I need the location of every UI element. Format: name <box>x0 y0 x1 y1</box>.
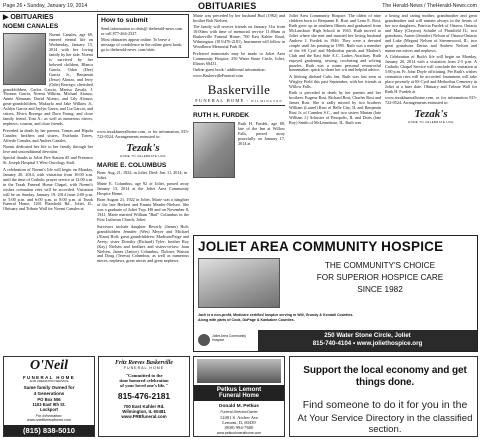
obit-paragraph: Special thanks to Joliet Fire Station #5 and Presence St. Joseph Hospital 3 West Oncology Staff. <box>3 155 93 166</box>
obit-paragraph: The family will receive friends on January 31st from 10:00am with time of memorial service 11:00am at Baskerville Funeral Home, 700 East Kahler Road, Wilmington. (815/476-2181). Inurnment will follow in Woodlawn Memorial Park II. <box>193 24 285 50</box>
petkus-address: Lemont, IL 60439 <box>222 420 256 425</box>
fritz-ad <box>98 356 190 437</box>
oneil-address: PO Box 556 <box>37 397 61 403</box>
hospice-ad-blurb: Along with parts of Cook, DuPage & Kankakee Counties. <box>198 318 295 322</box>
tezak-logo <box>385 108 477 124</box>
hospice-ad <box>193 235 478 352</box>
obit-paragraph: Ruth H. Furdek, age 89, late of the Inn at Willow Falls, passed away peacefully on January 17, 2014 at <box>238 121 285 146</box>
obit-paragraph: Marie E. Columbus, age 92 of Joliet, passed away January 13, 2014 at the Joliet Area Community Hospice Home. <box>97 181 189 197</box>
how-to-submit-title: How to submit <box>101 17 148 24</box>
oneil-tagline: Same family Owned for <box>23 385 75 391</box>
petkus-logo-sub: Funeral Home <box>218 393 259 400</box>
obit-paragraph: Born August 21, 1922 in Joliet, Marie was a daughter of the late Herbert and Emma Meader-Nielsen. She was a graduate of Joliet Twp. HS and on November 8, 1941, Marie married William "Bud" Columbus in the First Lutheran Church, Joliet. <box>97 197 189 223</box>
baskerville-logo-name: Baskerville <box>207 82 271 98</box>
fritz-address: 700 East Kahler Rd. <box>123 403 165 409</box>
petkus-name-bar <box>194 385 284 401</box>
hospice-logo <box>198 332 253 348</box>
obit-paragraph: A Celebration of Ruth's life will begin on Monday, January 20, 2014 with a visitation from 2-5 p.m. A Catholic Chapel Service will conclude the visitation at 5:00 p.m. Fr. John Doyle officiating. Per Ruth's wishes cremation rites will be accorded. Inurnment will take place privately at SS Cyril and Methodius Cemetery in Joliet at a later date. Obituary and Tribute Wall for Ruth H. Furdek at <box>385 54 477 94</box>
obit-name-columbus: MARIE E. COLUMBUS <box>97 161 167 169</box>
how-to-submit-text: Most obituaries appear online. To leave a message of condolence in the online guest book, go to theherald-news. com/obits <box>101 37 183 53</box>
obit-paragraph: www.tezakfuneralhome.com, or for information, 815-722-0524. Arrangements entrusted to: <box>97 128 189 139</box>
tezak-logo-tag: HOME TO CELEBRATE LIFE <box>120 153 166 158</box>
tezak-logo-name: Tezak's <box>414 108 448 121</box>
support-ad-body: Find someone to do it for you in the <box>302 399 468 411</box>
baskerville-loc-text: • WILMINGTON <box>246 98 283 103</box>
fritz-logo-sub: FUNERAL HOME <box>123 366 165 371</box>
hospice-address: 250 Water Stone Circle, Joliet <box>324 332 411 339</box>
hospice-logo-text: Joliet Area Community Hospice <box>212 334 246 343</box>
petkus-ad <box>193 356 285 437</box>
support-local-ad <box>289 356 478 437</box>
column-3 <box>193 14 285 180</box>
fritz-address: Wilmington, IL 60481 <box>122 408 166 414</box>
tezak-logo-name: Tezak's <box>126 141 160 154</box>
baskerville-logo-sub <box>193 98 285 104</box>
hospice-ad-line2: FOR SUPERIOR HOSPICE CARE <box>316 273 444 282</box>
hospice-logo-icon <box>198 334 210 346</box>
obit-paragraph: Noemi dedicated her life to her family through her love and unconditional devotion. <box>3 143 93 154</box>
obit-paragraph: A celebration of Noemi's life will begin on Monday, January 20, 2014, with visitation from 10:00 a.m. until the time of Catholic prayer service at 12:00 a.m. in the Tezak Funeral Home Chapel, with Noemi's wishes cremation rites will be accorded. Visitation will be on Sunday, January 19, 2014 from 2:00 p.m. to 5:00 p.m. and 6:00 p.m. to 8:00 p.m. at Tezak Funeral Home, 1201 Plainfield Rd., Joliet, IL. Obituary and Tribute Wall for Noemi Canales at <box>3 166 93 212</box>
obit-name-furdek: RUTH H. FURDEK <box>193 112 250 120</box>
tezak-logo <box>97 142 189 158</box>
oneil-tagline: 4 Generations <box>33 390 65 396</box>
support-ad-headline: Support the local economy and get things done. <box>303 365 467 388</box>
page-header <box>0 0 480 12</box>
obit-paragraph: a loving and caring mother, grandmother and great grandmother and will remain always in the hearts of her two daughters, Patricia Furdek of Ottawa, Ontario and Mary (Clayton) Schulte of Plainfield IL; two grandsons, Aaron (Jennifer) Nelson of Ottawa-Ontario and Luke (Megan) Nelson of Streamwood, IL; two great grandsons Darius and Andrew Nelson and numerous nieces and nephews. <box>385 13 477 53</box>
portrait-photo-canales <box>3 33 46 85</box>
obit-paragraph: www.BaskervilleFuneral.com <box>193 73 243 79</box>
hospice-ad-line3: SINCE 1982 <box>357 285 403 294</box>
publication-name: The Herald-News / TheHerald-News.com <box>382 3 477 9</box>
hospice-phone: 815-740-4104 • www.joliethospice.org <box>312 340 423 348</box>
how-to-submit-box <box>97 14 189 58</box>
petkus-owner: Donald M. Petkus <box>219 404 259 409</box>
petkus-logo-name: Petkus Lemont <box>216 386 262 393</box>
hospice-photo <box>198 258 280 308</box>
column-2 <box>97 14 189 266</box>
section-title: OBITUARIES <box>198 1 257 11</box>
obit-paragraph: Marie was preceded by her husband Bud (1982) and brother Bob Nielsen. <box>193 13 285 23</box>
obit-paragraph: Online guest book / additional information: <box>193 67 266 73</box>
obit-paragraph: www.tezakfuneralhome.com, or for information 815-722-0524. Arrangements entrusted to: <box>385 95 477 106</box>
obit-paragraph: Ruth is preceded in death by her parents and her brothers: Eugene Rost, Richard Rost, Charles Rost and James Rost. She is sadly missed by two brothers William (Laurel) Rost of Belle City, IL and Benjamin Rost Jr. of Camden S.C., and two sisters Marian (late William J.) Schuster of Pinopolis, IL and Doris (late Roy) Smith of McLeansboro, IL. Ruth was <box>289 90 381 126</box>
fritz-logo-name: Fritz Reeves Baskerville <box>115 360 173 366</box>
fritz-website: www.FRBfuneral.com <box>121 414 167 420</box>
oneil-logo-sub: FUNERAL HOME <box>22 374 76 380</box>
petkus-photo <box>197 359 281 383</box>
fritz-phone: 815-476-2181 <box>117 390 171 401</box>
oneil-logo-sub2: AND CREMATION SERVICE <box>29 378 69 383</box>
petkus-phone: (800) 994-7600 <box>224 425 254 430</box>
oneil-website: www.oneilfuneralhome.com <box>27 418 71 423</box>
oneil-logo-name: O'Neil <box>29 358 69 373</box>
obituaries-heading-text: OBITUARIES <box>10 14 54 21</box>
support-ad-body: At Your Service Directory in the classified section. <box>297 413 473 436</box>
hospice-ad-footer <box>194 330 477 351</box>
obit-paragraph: Preceded in death by her parents, Tomas and Hipola Canales; brothers and sisters, Estefania Torres, Alfredo Canales, and Andres Canales. <box>3 127 93 143</box>
fritz-slogan: time honored celebration <box>119 378 169 384</box>
oneil-info-label: For Information: <box>35 413 63 418</box>
obit-paragraph: Joliet Area Community Hospice. The oldest of nine children born to Benjamin E. Rost and Lena E. Rost, Ruth grew up in southern Illinois and graduated from McLansboro High School in 1943. Ruth moved to Joliet where she met and married her loving husband Andrew J. Furdek in 1946. They were a devoted couple until his passing in 1995. Ruth was a member of the SS Cyril and Methodius parish and Mother's Club and the East Side A.C. Ladies Auxiliary. Ruth enjoyed gardening, sewing, crocheting and solving puzzles. Ruth was a warm personal resourceful homemaker, quick to share her wit and helpful advice. <box>289 13 381 73</box>
baskerville-sub-text: FUNERAL HOME <box>195 97 245 103</box>
header-rule <box>0 11 480 12</box>
column-4 <box>289 14 381 127</box>
hospice-ad-title: JOLIET AREA COMMUNITY HOSPICE <box>198 239 444 254</box>
oneil-phone: (815) 838-5010 <box>4 425 94 436</box>
oneil-ad <box>3 356 95 437</box>
hospice-ad-blurb: Jach is a non-profit, Medicare certified hospice serving in Will, Grundy & Kendall Counties. <box>198 313 354 317</box>
petkus-title: Funeral Director/Owner <box>220 410 258 414</box>
how-to-submit-text: Send information to obits@ theherald-news.com or call 877-264-2527. <box>101 26 183 36</box>
fritz-slogan: "Committed to the <box>125 372 163 378</box>
hospice-contact-bar <box>258 330 477 351</box>
column-5 <box>385 14 477 126</box>
fritz-slogan: of your loved one's life." <box>120 383 168 389</box>
obit-paragraph: Survivors include daughter Beverly (James) Holt; grandchildren Jennifer (Wes) Meyer and Michael (Alma) Holt; great grandchildren: Madison/Paige and Avery; sister Dorothy (Richard) Tyler; brother Roy (Kay) Nielsen and brothers and sisters-in-law: Joan Nielsen, James (Janice) Columbus, Dolores Watson and Doug (Teresa) Columbus, as well as numerous nieces, nephews, great nieces and great nephews. <box>97 223 189 264</box>
obit-paragraph: A lifelong diehard Cubs fan, Ruth was last seen at Wrigley Field this past September, with her friends at Willow Falls. <box>289 73 381 89</box>
page-info: Page 26 • Sunday, January 19, 2014 <box>3 3 88 9</box>
petkus-website: www.petkusfuneralhome.com <box>216 431 262 435</box>
obituaries-heading: ▶ OBITUARIES <box>3 14 54 21</box>
obit-paragraph: Noemi Canales, age 69, entered eternal life on Wednesday, January 15, 2014 with her loving family by her side. Noemi is survived by her beloved children, Blanca Garcia, Odon (Dee) Garcia Jr., Benjamin (Jesse) Alonzo, and Jerry (Odie) Borrego; cherished grandchildren, Carlos Garcia, Marisa Zavala, J. Thomas Garcia, Noemi Wilkins, Michael Alonzo, Annie Almazan, David Alonzo, and Lily Alonzo; great-grandchildren, Makayla and Jake Wilkins Jr., Ashlyn Garcia and Jaylyn Garza, and Lia Garcia; and sisters, Elvira Borrego and Dora Young; and close family friend, Tom A.; as well as numerous nieces, nephews, cousins, and close friends. <box>3 32 93 127</box>
hospice-ad-line1: THE COMMUNITY'S CHOICE <box>324 261 436 270</box>
petkus-address: 12401 S. Archer Ave <box>219 415 259 420</box>
oneil-address: 1103 East 9th St. <box>32 402 66 407</box>
oneil-address: Lockport <box>40 406 58 412</box>
portrait-photo-furdek <box>193 122 235 178</box>
column-1 <box>3 14 93 214</box>
tezak-logo-tag: HOME TO CELEBRATE LIFE <box>408 120 454 125</box>
obit-dates: Born: Aug. 21, 1922; in Joliet. Died: Jan. 11, 2014; in Joliet. <box>97 169 187 180</box>
obit-paragraph: Preferred memorials may be made to Joliet Area Community Hospice, 250 Water Stone Circle, Joliet, Illinois 60431. <box>193 50 285 66</box>
obit-name-canales: NOEMI CANALES <box>3 23 59 31</box>
baskerville-logo <box>193 82 285 106</box>
